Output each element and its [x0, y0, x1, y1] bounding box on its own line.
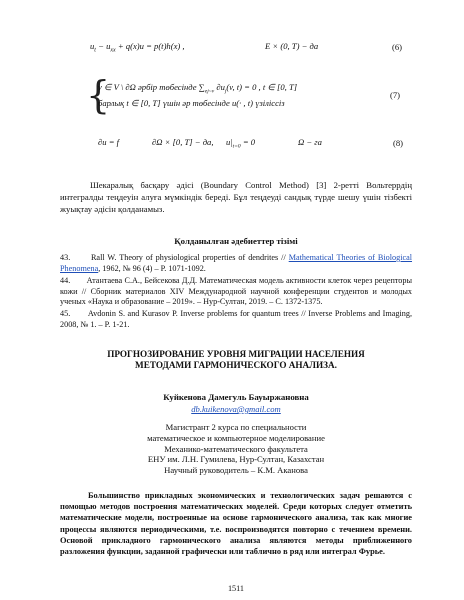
equation-7-line-1: v ∈ V \ ∂Ω әрбір төбесінде $\sum_{ej\sim v}$ $\partial u_j(v$, t) = 0 , t ∈ [0, T] [98, 82, 298, 95]
equation-7-line-2: барлық t ∈ [0, T] үшін әр төбесінде u(· , t) үзіліссіз [98, 98, 285, 108]
reference-item: 45. Avdonin S. and Kurasov P. Inverse problems for quantum trees // Inverse Problems and Imaging, 2008, № 1. – P. 1-21. [60, 309, 412, 329]
author-email-link[interactable]: db.kuikenova@gmail.com [191, 404, 281, 414]
reference-link[interactable]: Mathematical Theories of Biological Phenomena [60, 253, 413, 273]
equation-6-number: (6) [392, 42, 403, 52]
abstract-paragraph: Большинство прикладных экономических и технологических задач решаются с помощью методов построения математических моделей. Среди которых следует отметить математические модели, построенные на основе гармонического анализа, так как многие процессы являются периодическими, т.е. воспроизводятся повторно с течением времени. Основой прикладного гармонического анализа являются методы приближенного разложения функции, заданной графически или таблично в ряд или интеграл Фурье. [60, 491, 412, 557]
page-number: 1511 [227, 584, 245, 593]
affiliation-line: Научный руководитель – К.М. Аканова [164, 465, 308, 476]
reference-item: 43. Rall W. Theory of physiological properties of dendrites // Mathematical Theories of Biological Phenomena, 1962, № 96 (4) – P. 1071-1092. [60, 253, 413, 273]
author-email-container [60, 404, 412, 414]
equation-8-condition: $u|_{t=0} = 0$ [226, 137, 256, 150]
system-brace-icon: { [86, 73, 111, 117]
equation-6: $u_t - u_{xx} + q(x)u = p(t)h(x)$ , [90, 41, 185, 54]
equation-8-lhs: ∂u = f [98, 137, 120, 147]
equation-8-number: (8) [393, 138, 404, 148]
equation-6-domain: E × (0, T) − да [265, 41, 319, 51]
references-heading: Қолданылған әдебиеттер тізімі [174, 236, 298, 246]
affiliation-line: ЕНУ им. Л.Н. Гумилева, Нур-Султан, Казахстан [147, 454, 325, 465]
body-paragraph: Шекаралық басқару әдісі (Boundary Control Method) [3] 2-ретті Вольтеррдің интегралды теңдеуін алуға мүмкіндік береді. Бұл теңдеуді сандық түрде шешу үшін тізбекті жуықтау әдісін қолданамыз. [60, 180, 412, 214]
author-name: Куйкенова Дамегуль Бауыржановна [163, 392, 309, 402]
affiliation-line: Механико-математического факультета [164, 443, 308, 454]
affiliation-line: математическое и компьютерное моделирование [147, 432, 325, 443]
equation-7-number: (7) [390, 90, 401, 100]
reference-item: 44. Атантаева С.А., Бейсекова Д.Д. Математическая модель активности клеток через рецепторы кожи // Сборник материалов XIV Международной научной конференции студентов и молодых ученых «Наука и образование – 2019». – Нур-Султан, 2019. – С. 1372-1375. [60, 276, 412, 307]
affiliation-block [60, 422, 412, 476]
article-title: ПРОГНОЗИРОВАНИЕ УРОВНЯ МИГРАЦИИ НАСЕЛЕНИЯ МЕТОДАМИ ГАРМОНИЧЕСКОГО АНАЛИЗА. [107, 349, 365, 370]
equation-8-domain: ∂Ω × [0, T] − да, [152, 137, 214, 147]
equation-8-omega: Ω − га [298, 137, 322, 147]
affiliation-line: Магистрант 2 курса по специальности [165, 422, 307, 432]
